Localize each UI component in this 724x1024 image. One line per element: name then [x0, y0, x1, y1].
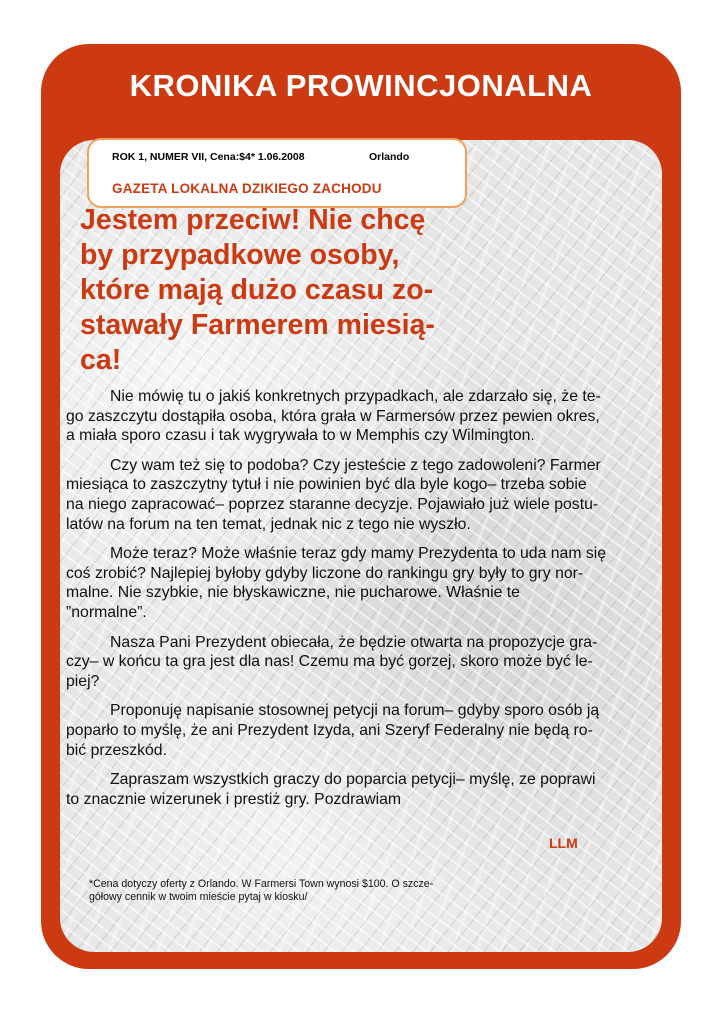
article-line: go zaszczytu dostąpiła osoba, która grała w Farmersów przez pewien okres, [66, 407, 600, 425]
article-line: malne. Nie szybkie, nie błyskawiczne, nie pucharowe. Właśnie te [66, 584, 520, 602]
headline-line: by przypadkowe osoby, [80, 239, 400, 271]
article-line: latów na forum na ten temat, jednak nic z tego nie wyszło. [66, 515, 471, 533]
article-paragraph [66, 701, 648, 760]
price-footnote [89, 878, 469, 904]
article-line: bić przeszkód. [66, 741, 167, 759]
issue-info-box [87, 138, 467, 208]
headline-line: ca! [80, 344, 122, 376]
headline-line: które mają dużo czasu zo- [80, 274, 434, 306]
headline-line: Jestem przeciw! Nie chcę [80, 204, 426, 236]
article-line: Zapraszam wszystkich graczy do poparcia petycji– myślę, ze poprawi [110, 771, 596, 789]
article-line: Proponuję napisanie stosownej petycji na forum– gdyby sporo osób ją [110, 702, 600, 720]
article-paragraph [66, 633, 648, 692]
article-line: Czy wam też się to podoba? Czy jesteście z tego zadowoleni? Farmer [110, 456, 601, 474]
issue-place: Orlando [369, 151, 410, 163]
article-line: to znacznie wizerunek i prestiż gry. Pozdrawiam [66, 790, 402, 808]
article-line: coś zrobić? Najlepiej byłoby gdyby liczone do rankingu gry były to gry nor- [66, 564, 584, 582]
article-line: Nasza Pani Prezydent obiecała, że będzie otwarta na propozycje gra- [110, 633, 598, 651]
headline [80, 203, 460, 378]
author-signature: LLM [549, 835, 578, 851]
tagline: GAZETA LOKALNA DZIKIEGO ZACHODU [112, 181, 382, 196]
article-line: Może teraz? Może właśnie teraz gdy mamy Prezydenta to uda nam się [110, 545, 607, 563]
article-body [66, 387, 648, 819]
issue-info: ROK 1, NUMER VII, Cena:$4* 1.06.2008 [112, 151, 305, 163]
article-line: na niego zapracować– poprzez staranne decyzje. Pojawiało już wiele postu- [66, 495, 599, 513]
headline-line: stawały Farmerem miesią- [80, 309, 435, 341]
footnote-line: *Cena dotyczy oferty z Orlando. W Farmersi Town wynosi $100. O szcze- [89, 878, 434, 890]
article-line: Nie mówię tu o jakiś konkretnych przypadkach, ale zdarzało się, że te- [110, 388, 601, 405]
article-paragraph [66, 387, 648, 446]
article-line: miesiąca to zaszczytny tytuł i nie powinien być dla byle kogo– trzeba sobie [66, 476, 587, 494]
article-line: poparło to myślę, że ani Prezydent Izyda, ani Szeryf Federalny nie będą ro- [66, 721, 593, 739]
article-paragraph [66, 770, 648, 809]
masthead-title: KRONIKA PROWINCJONALNA [129, 68, 593, 103]
article-line: piej? [66, 672, 100, 690]
article-paragraph [66, 544, 648, 622]
article-line: ”normalne”. [66, 603, 147, 621]
article-paragraph [66, 456, 648, 534]
article-line: czy– w końcu ta gra jest dla nas! Czemu ma być gorzej, skoro może być le- [66, 653, 593, 671]
article-line: a miała sporo czasu i tak wygrywała to w Memphis czy Wilmington. [66, 427, 535, 445]
footnote-line: gółowy cennik w twoim mieście pytaj w kiosku/ [89, 891, 308, 903]
